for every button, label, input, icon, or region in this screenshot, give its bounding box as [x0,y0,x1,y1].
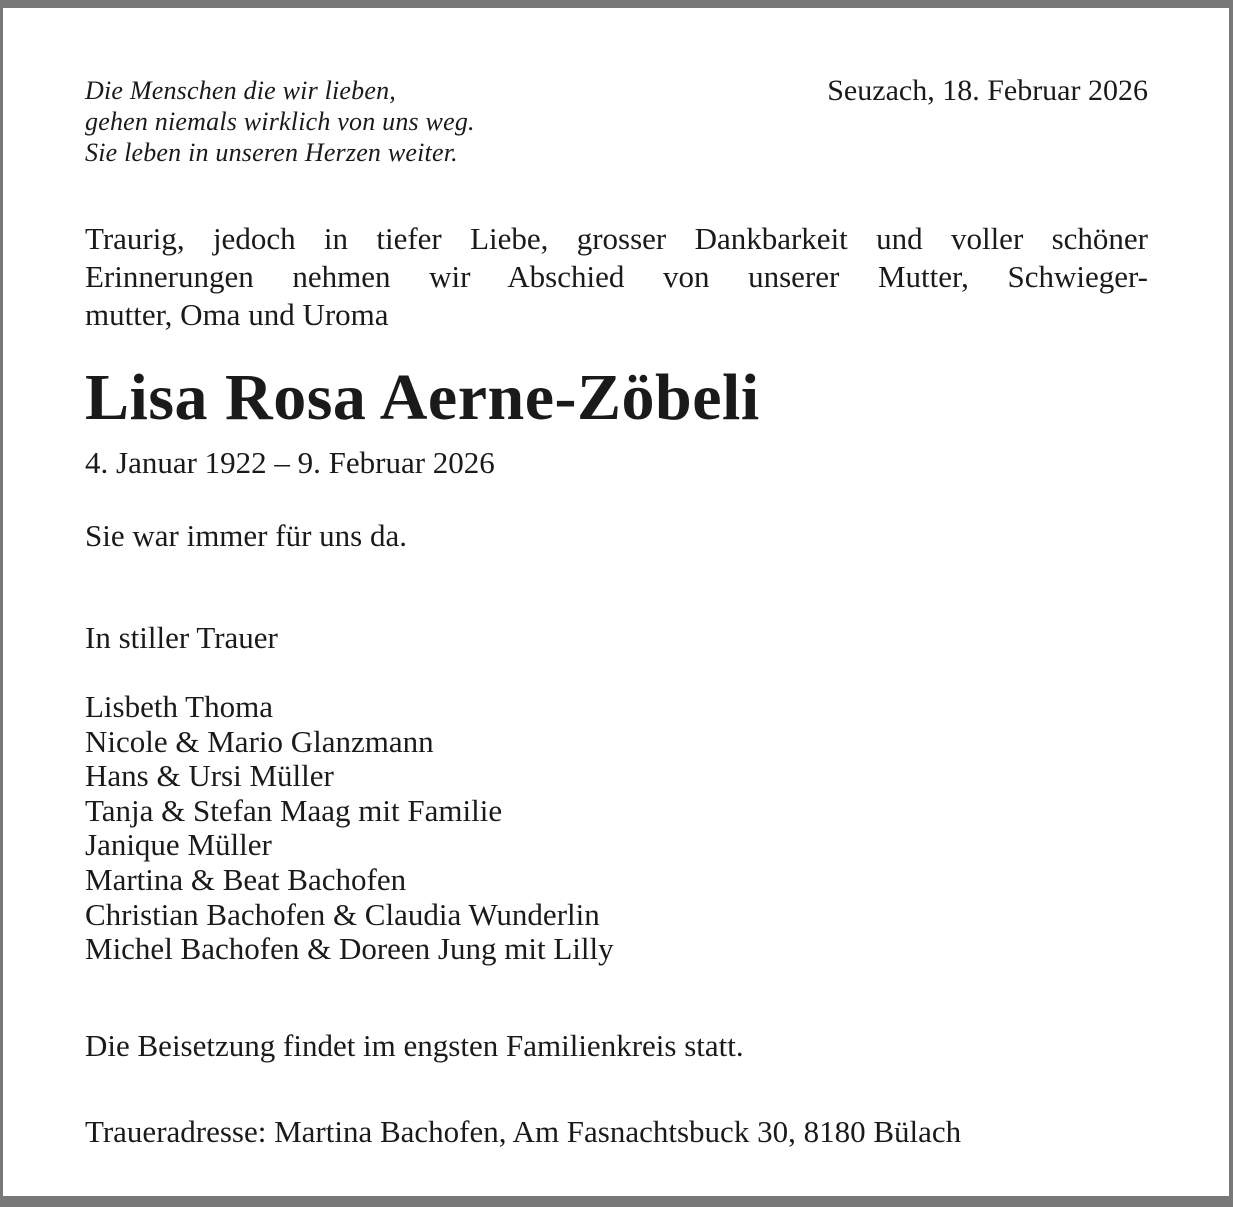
mourners-list [85,690,614,967]
intro-line: mutter, Oma und Uroma [85,297,389,332]
mourner-name: Tanja & Stefan Maag mit Familie [85,792,503,828]
mourner-name: Martina & Beat Bachofen [85,861,407,897]
epigraph-line: Sie leben in unseren Herzen weiter. [85,138,458,167]
epigraph-line: Die Menschen die wir lieben, [85,76,397,105]
life-dates: 4. Januar 1922 – 9. Februar 2026 [85,445,495,480]
mourner-name: Michel Bachofen & Doreen Jung mit Lilly [85,931,614,967]
intro-line: Traurig, jedoch in tiefer Liebe, grosser Dankbarkeit und voller schöner [85,221,1148,256]
deceased-name: Lisa Rosa Aerne-Zöbeli [85,361,760,434]
intro-paragraph [85,220,1148,334]
mourner-name: Hans & Ursi Müller [85,758,334,794]
epigraph-verse [85,75,475,168]
mourner-name: Lisbeth Thoma [85,689,273,724]
notice-content [3,8,1229,1196]
mourner-name: Nicole & Mario Glanzmann [85,723,434,759]
funeral-note: Die Beisetzung findet im engsten Familienkreis statt. [85,1028,744,1063]
epigraph-line: gehen niemals wirklich von uns weg. [85,107,475,136]
mourning-address: Traueradresse: Martina Bachofen, Am Fasnachtsbuck 30, 8180 Bülach [85,1114,962,1149]
mourner-name: Janique Müller [85,827,272,863]
intro-line: Erinnerungen nehmen wir Abschied von unserer Mutter, Schwieger- [85,259,1148,294]
place-and-date: Seuzach, 18. Februar 2026 [827,74,1148,107]
mourner-name: Christian Bachofen & Claudia Wunderlin [85,896,600,932]
mourning-header: In stiller Trauer [85,620,278,655]
tribute-line: Sie war immer für uns da. [85,518,407,553]
